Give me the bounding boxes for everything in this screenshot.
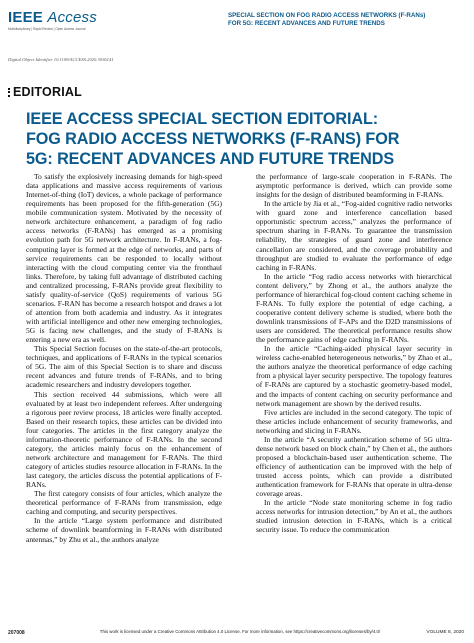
body-paragraph: the performance of large-scale cooperation in F-RANs. The asymptotic performance is derived, which can provide some insights for the design of distributed beamforming in F-RANs. xyxy=(256,172,452,200)
section-banner-line-2: FOR 5G: RECENT ADVANCES AND FUTURE TRENDS xyxy=(228,20,385,27)
body-paragraph: In the article “Fog radio access networks with hierarchical content delivery,” by Zhong et al., the authors analyze the performance of hierarchical fog-cloud content caching scheme in F-RANs. To fully explore the potential of edge caching, a cooperative content delivery scheme is studied, where both the downlink transmissions of F-APs and the D2D transmissions of users are considered. The theoretical performance results show the performance gains of edge caching in F-RANs. xyxy=(256,271,452,345)
license-notice: This work is licensed under a Creative Commons Attribution 4.0 License. For more information, see https://creativecommons.org/licenses/by/4.0/ xyxy=(99,629,381,634)
editorial-dots-icon xyxy=(8,88,10,97)
section-banner-line-1: SPECIAL SECTION ON FOG RADIO ACCESS NETWORKS (F-RANs) xyxy=(228,12,426,19)
title-line-2: FOG RADIO ACCESS NETWORKS (F-RANS) FOR xyxy=(26,130,400,149)
page-header xyxy=(0,0,474,44)
body-paragraph: This Special Section focuses on the state-of-the-art protocols, techniques, and applications of F-RANs in the typical scenarios of 5G. The aim of this Special Section is to share and discuss recent advances and future trends of F-RANs, and to bring academic researchers and industry developers together. xyxy=(26,344,222,390)
body-paragraph: In the article “Caching-aided physical layer security in wireless cache-enabled heterogeneous networks,” by Zhao et al., the authors analyze the theoretical performance of edge caching from a physical layer security perspective. The topology features of F-RANs are captured by a stochastic geometry-based model, and the impacts of content caching on security performance and network management are shown by the derived results. xyxy=(256,344,452,408)
editorial-label-block xyxy=(8,85,82,99)
article-title xyxy=(26,109,466,170)
body-paragraph: This section received 44 submissions, which were all evaluated by at least two independent referees. After undergoing a rigorous peer review process, 18 articles were finally accepted. Based on their research topics, these articles can be divided into four categories. The articles in the first category analyze the information-theoretic performance of F-RANs. In the second category, the articles mainly focus on the enhancement of network architecture and management for F-RANs. The third category of articles studies resource allocation in F-RANs. In the last category, the articles discuss the potential applications of F-RANs. xyxy=(26,389,222,490)
body-paragraph: In the article “A security authentication scheme of 5G ultra-dense network based on block chain,” by Chen et al., the authors proposed a blockchain-based user authentication scheme. The efficiency of authentication can be improved with the help of trusted access points, which can provide a distributed authentication framework for F-RANs that operate in ultra-dense coverage areas. xyxy=(256,434,452,499)
logo-ieee-text: IEEE xyxy=(8,9,43,26)
body-paragraph: To satisfy the explosively increasing demands for high-speed data applications and massive access requirements of various Internet-of-thing (IoT) devices, a whole package of performance requirements has been proposed for the fifth-generation (5G) mobile communication system. Motivated by the necessity of network architecture enhancement, a paradigm of fog radio access networks (F-RANs) has emerged as a promising evolution path for 5G network architecture. In F-RANs, a fog-computing layer is formed at the edge of networks, and parts of service requirements can be responded to locally without interacting with the cloud computing center via the fronthaul links. Therefore, by taking full advantage of distributed caching and centralized processing, F-RANs provide great flexibility to satisfy quality-of-service (QoS) requirements of various 5G scenarios. F-RAN has become a research hotspot and draws a lot of attention from both academia and industry. As it integrates with artificial intelligence and other new emerging technologies, 5G is facing new challenges, and the study of F-RANs is entering a new era as well. xyxy=(26,172,222,345)
ieee-access-logo xyxy=(8,10,97,31)
body-paragraph: In the article “Large system performance and distributed scheme of downlink beamforming in F-RANs with distributed antennas,” by Zhu et al., the authors analyze xyxy=(26,516,222,544)
body-column-right xyxy=(256,172,452,535)
volume-label: VOLUME 8, 2020 xyxy=(426,630,464,635)
logo-access-text: Access xyxy=(47,9,97,26)
page-footer xyxy=(0,626,474,640)
page-number: 207008 xyxy=(8,630,25,636)
doi-identifier: Digital Object Identifier 10.1109/ACCESS.2020.3036141 xyxy=(8,57,114,62)
body-paragraph: In the article by Jia et al., “Fog-aided cognitive radio networks with guard zone and interference cancellation based opportunistic spectrum access,” analyzes the performance of spectrum sharing in F-RANs. To guarantee the transmission reliability, the strategies of guard zone and interference cancellation are considered, and the coverage probability and throughput are studied to evaluate the performance of edge caching in F-RANs. xyxy=(256,199,452,272)
body-paragraph: The first category consists of four articles, which analyze the theoretical performance of F-RANs from transmission, edge caching and computing, and security perspectives. xyxy=(26,489,222,517)
editorial-label: EDITORIAL xyxy=(13,85,82,99)
title-line-1: IEEE ACCESS SPECIAL SECTION EDITORIAL: xyxy=(26,110,379,128)
body-paragraph: In the article “Node state monitoring scheme in fog radio access networks for intrusion detection,” by An et al., the authors studied intrusion detection in F-RANs, which is a critical security issue. To reduce the communication xyxy=(256,498,452,535)
special-section-banner xyxy=(228,12,464,28)
body-paragraph: Five articles are included in the second category. The topic of these articles include enhancement of security frameworks, and networking and slicing in F-RANs. xyxy=(256,407,452,435)
body-column-left xyxy=(26,172,222,544)
title-line-3: 5G: RECENT ADVANCES AND FUTURE TRENDS xyxy=(26,150,395,169)
logo-tagline: Multidisciplinary | Rapid Review | Open Access Journal xyxy=(8,27,86,31)
